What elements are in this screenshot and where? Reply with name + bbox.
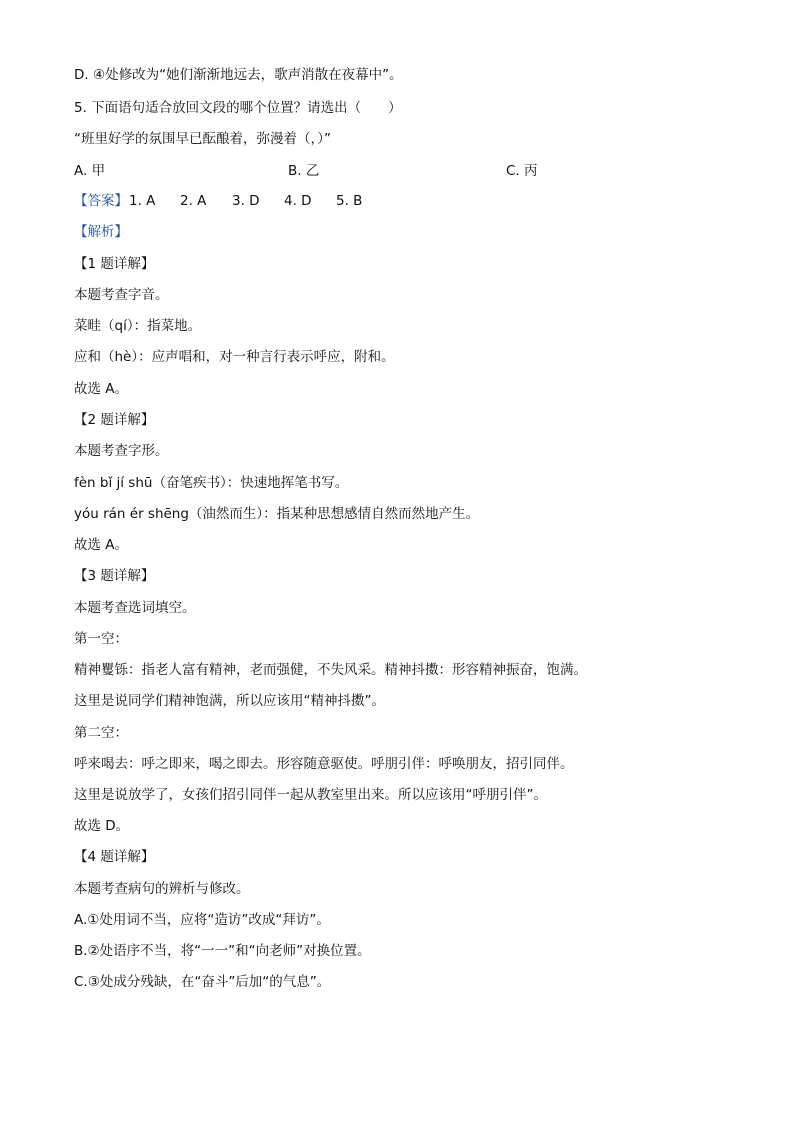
text-line: D. ④处修改为“她们渐渐地远去，歌声消散在夜幕中”。 <box>74 67 403 83</box>
section-heading: 【2 题详解】 <box>74 412 155 428</box>
text-line: 呼来喝去：呼之即来，喝之即去。形容随意驱使。呼朋引伴：呼唤朋友，招引同伴。 <box>74 756 574 772</box>
text-line: 故选 A。 <box>74 381 129 397</box>
section-heading: 【4 题详解】 <box>74 849 155 865</box>
option-c: C. 丙 <box>506 163 538 179</box>
section-heading: 【3 题详解】 <box>74 568 155 584</box>
answer-item: 3. D <box>232 193 260 209</box>
text-line: 本题考查病句的辨析与修改。 <box>74 881 250 897</box>
text-line: 本题考查字形。 <box>74 443 169 459</box>
options-row <box>74 159 734 183</box>
answer-item: 4. D <box>284 193 312 209</box>
text-line: 精神矍铄：指老人富有精神，老而强健，不失风采。精神抖擞：形容精神振奋，饱满。 <box>74 662 587 678</box>
quoted-sentence: “班里好学的氛围早已酝酿着，弥漫着（，）” <box>74 131 331 147</box>
text-line: 应和（hè）：应声唱和，对一种言行表示呼应，附和。 <box>74 349 395 365</box>
text-line: A.①处用词不当，应将“造访”改成“拜访”。 <box>74 912 330 928</box>
answer-item: 5. B <box>336 193 363 209</box>
text-line: 本题考查选词填空。 <box>74 600 196 616</box>
text-line: C.③处成分残缺，在“奋斗”后加“的气息”。 <box>74 974 331 990</box>
section-heading: 【1 题详解】 <box>74 256 155 272</box>
question-5: 5. 下面语句适合放回文段的哪个位置？请选出（ ） <box>74 100 402 116</box>
answer-key-row <box>74 189 734 213</box>
text-line: 第一空： <box>74 631 128 647</box>
text-line: 菜畦（qí）：指菜地。 <box>74 318 202 334</box>
text-line: 这里是说同学们精神饱满，所以应该用“精神抖擞”。 <box>74 693 385 709</box>
answer-item: 2. A <box>180 193 207 209</box>
option-a: A. 甲 <box>74 163 106 179</box>
option-b: B. 乙 <box>288 163 320 179</box>
text-line: 本题考查字音。 <box>74 287 169 303</box>
analysis-heading: 【解析】 <box>74 224 128 240</box>
text-line: 故选 D。 <box>74 818 130 834</box>
text-line: 这里是说放学了，女孩们招引同伴一起从教室里出来。所以应该用“呼朋引伴”。 <box>74 787 547 803</box>
answer-item: 1. A <box>129 193 156 209</box>
text-line: 故选 A。 <box>74 537 129 553</box>
text-line: yóu rán ér shēng（油然而生）：指某种思想感情自然而然地产生。 <box>74 506 480 522</box>
text-line: 第二空： <box>74 725 128 741</box>
text-line: B.②处语序不当，将“一一”和“向老师”对换位置。 <box>74 943 371 959</box>
text-line: fèn bǐ jí shū（奋笔疾书）：快速地挥笔书写。 <box>74 475 349 491</box>
answer-key-label: 【答案】 <box>74 193 128 209</box>
